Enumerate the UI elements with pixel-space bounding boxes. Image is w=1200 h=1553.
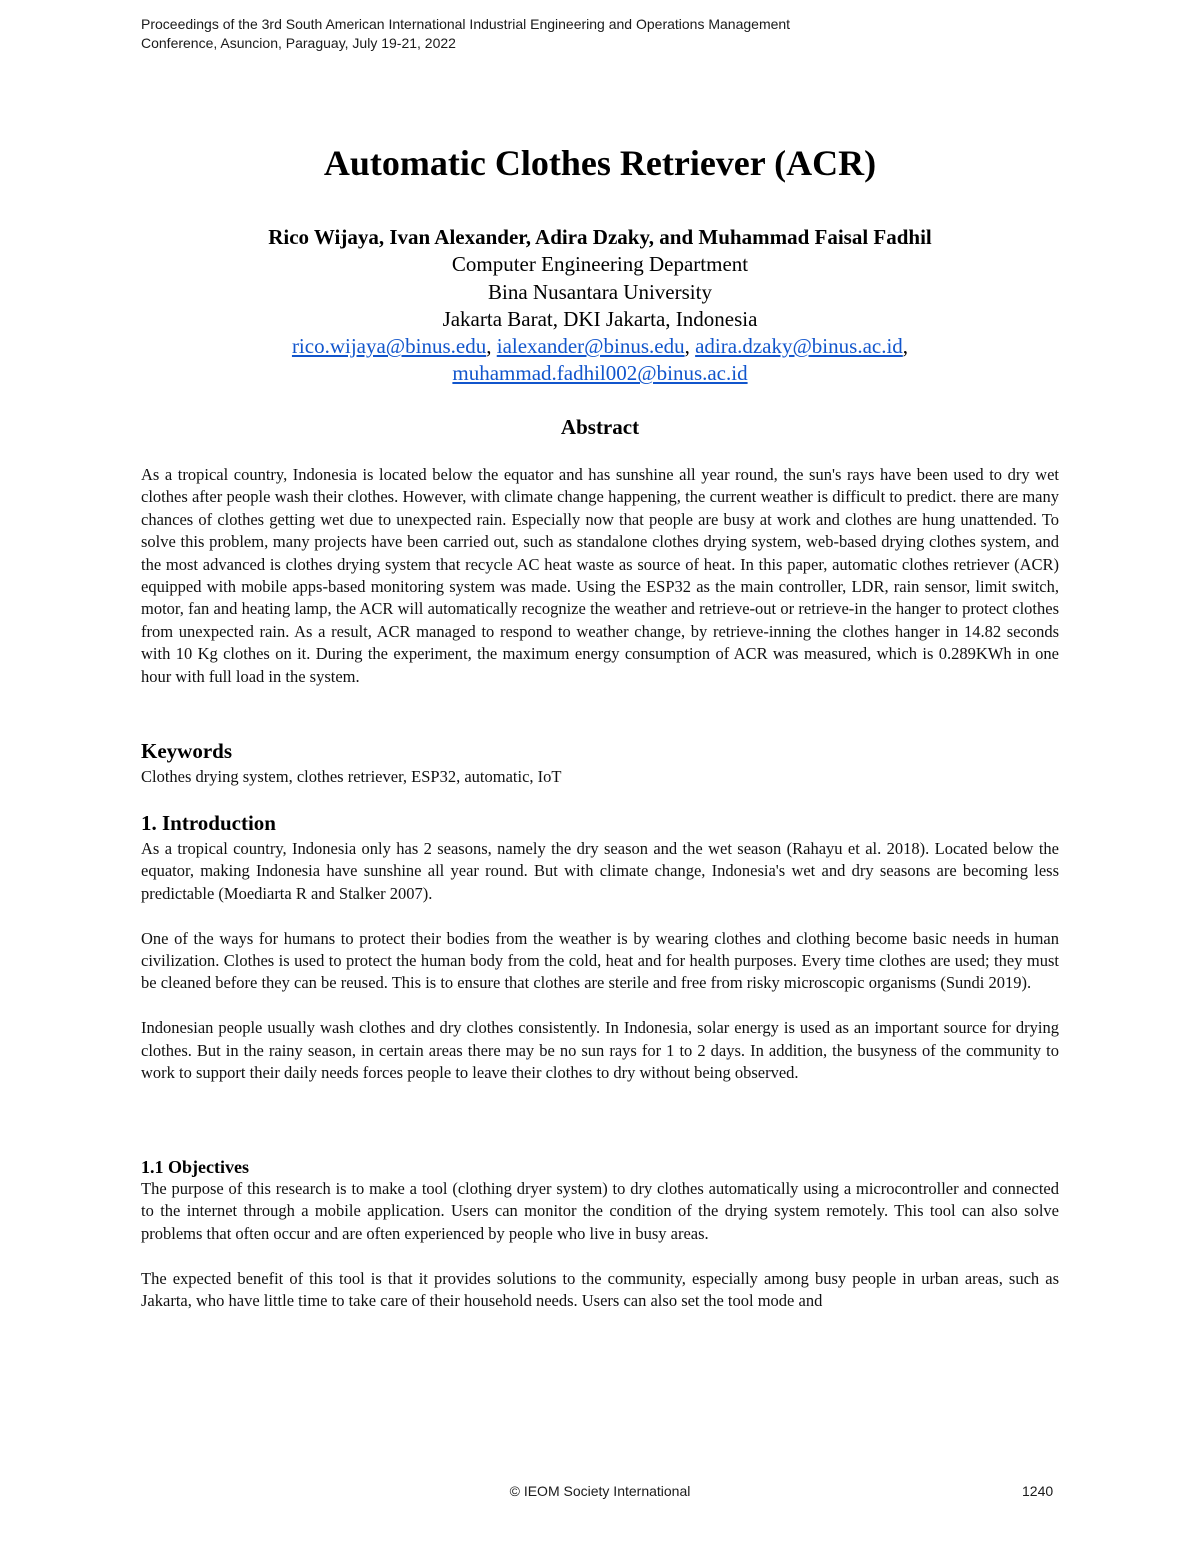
objectives-body [141,1178,1059,1335]
introduction-paragraph: As a tropical country, Indonesia only has 2 seasons, namely the dry season and the wet season (Rahayu et al. 2018). Located below the equator, making Indonesia have sunshine all year round. But with climate change, Indonesia's wet and dry seasons are becoming less predictable (Moediarta R and Stalker 2007). [141,839,1059,903]
page-number: 1240 [1022,1483,1054,1499]
introduction-paragraph: Indonesian people usually wash clothes and dry clothes consistently. In Indonesia, solar energy is used as an important source for drying clothes. But in the rainy season, in certain areas there may be no sun rays for 1 to 2 days. In addition, the busyness of the community to work to support their daily needs forces people to leave their clothes to dry without being observed. [141,1018,1059,1083]
affiliation-department: Computer Engineering Department [451,252,749,277]
author-names: Rico Wijaya, Ivan Alexander, Adira Dzaky, and Muhammad Faisal Fadhil [268,225,932,249]
email-link[interactable]: ialexander@binus.edu [496,334,685,359]
affiliation-university: Bina Nusantara University [488,279,712,304]
keywords-heading: Keywords [141,739,232,763]
author-block [0,224,1200,388]
proceedings-line-2: Conference, Asuncion, Paraguay, July 19-21, 2022 [141,35,456,51]
paper-title: Automatic Clothes Retriever (ACR) [323,143,877,183]
affiliation-location: Jakarta Barat, DKI Jakarta, Indonesia [442,306,758,331]
objectives-paragraph: The purpose of this research is to make a tool (clothing dryer system) to dry clothes automatically using a microcontroller and connected to the internet through a mobile application. Users can monitor the condition of the drying system remotely. This tool can also solve problems that often occur and are often experienced by people who live in busy areas. [141,1179,1059,1243]
abstract-text: As a tropical country, Indonesia is located below the equator and has sunshine all year round, the sun's rays have been used to dry wet clothes after people wash their clothes. However, with climate change happening, the current weather is difficult to predict. there are many chances of clothes getting wet due to unexpected rain. Especially now that people are busy at work and clothes are hung unattended. To solve this problem, many projects have been carried out, such as standalone clothes drying system, web-based drying clothes system, and the most advanced is clothes drying system that recycle AC heat waste as source of heat. In this paper, automatic clothes retriever (ACR) equipped with mobile apps-based monitoring system was made. Using the ESP32 as the main controller, LDR, rain sensor, limit switch, motor, fan and heating lamp, the ACR will automatically recognize the weather and retrieve-out or retrieve-in the hanger to protect clothes from unexpected rain. As a result, ACR managed to respond to weather change, by retrieve-inning the clothes hanger in 14.82 seconds with 10 Kg clothes on it. During the experiment, the maximum energy consumption of ACR was measured, which is 0.289KWh in one hour with full load in the system. [141,465,1059,686]
email-line-1: rico.wijaya@binus.edu, ialexander@binus.edu, adira.dzaky@binus.ac.id, [291,334,909,359]
abstract-heading: Abstract [560,415,640,439]
proceedings-line-1: Proceedings of the 3rd South American International Industrial Engineering and Operations Management [141,16,791,32]
objectives-heading: 1.1 Objectives [141,1157,249,1177]
email-link[interactable]: rico.wijaya@binus.edu [291,334,487,359]
keywords-text: Clothes drying system, clothes retriever, ESP32, automatic, IoT [141,767,562,786]
email-link[interactable]: muhammad.fadhil002@binus.ac.id [452,361,748,386]
page-header [141,15,1041,53]
introduction-heading: 1. Introduction [141,811,276,835]
email-link[interactable]: adira.dzaky@binus.ac.id [695,334,903,359]
introduction-body [141,838,1059,1107]
email-line-2 [0,360,1200,387]
introduction-paragraph: One of the ways for humans to protect their bodies from the weather is by wearing clothes and clothing become basic needs in human civilization. Clothes is used to protect the human body from the cold, heat and for health purposes. Every time clothes are used; they must be cleaned before they can be reused. This is to ensure that clothes are sterile and free from risky microscopic organisms (Sundi 2019). [141,928,1059,993]
footer-copyright: © IEOM Society International [509,1483,691,1499]
objectives-paragraph: The expected benefit of this tool is that it provides solutions to the community, especially among busy people in urban areas, such as Jakarta, who have little time to take care of their household needs. Users can also set the tool mode and [141,1268,1059,1311]
